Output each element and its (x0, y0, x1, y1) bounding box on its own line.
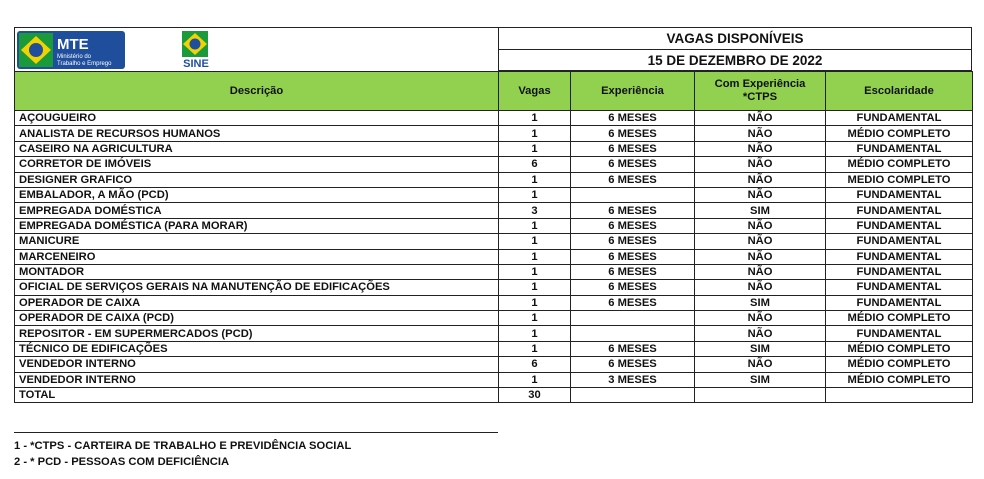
cell-ctps: NÃO (695, 264, 826, 279)
cell-descricao: AÇOUGUEIRO (15, 111, 499, 126)
table-row (15, 372, 973, 387)
cell-descricao: OPERADOR DE CAIXA (PCD) (15, 311, 499, 326)
cell-ctps: NÃO (695, 187, 826, 202)
footnote-pcd: 2 - * PCD - PESSOAS COM DEFICIÊNCIA (14, 456, 230, 468)
cell-descricao: REPOSITOR - EM SUPERMERCADOS (PCD) (15, 326, 499, 341)
vacancies-table (14, 71, 973, 403)
table-row (15, 326, 973, 341)
table-row (15, 341, 973, 356)
cell-experiencia: 6 MESES (571, 203, 695, 218)
cell-ctps: NÃO (695, 126, 826, 141)
cell-escolaridade: FUNDAMENTAL (826, 111, 973, 126)
table-row (15, 357, 973, 372)
cell-escolaridade: MÉDIO COMPLETO (826, 126, 973, 141)
cell-ctps: NÃO (695, 311, 826, 326)
cell-experiencia: 6 MESES (571, 111, 695, 126)
cell-escolaridade: FUNDAMENTAL (826, 264, 973, 279)
cell-vagas: 1 (499, 111, 571, 126)
total-row (15, 388, 973, 403)
cell-experiencia: 6 MESES (571, 172, 695, 187)
cell-experiencia: 3 MESES (571, 372, 695, 387)
title-box (498, 27, 972, 71)
cell-descricao: MANICURE (15, 234, 499, 249)
table-row (15, 172, 973, 187)
cell-descricao: EMPREGADA DOMÉSTICA (15, 203, 499, 218)
cell-descricao: CASEIRO NA AGRICULTURA (15, 141, 499, 156)
document-header (14, 27, 972, 71)
cell-experiencia (571, 187, 695, 202)
cell-experiencia (571, 388, 695, 403)
cell-ctps: SIM (695, 295, 826, 310)
table-row (15, 111, 973, 126)
table-row (15, 234, 973, 249)
cell-escolaridade: FUNDAMENTAL (826, 218, 973, 233)
mte-logo-sub1: Ministério do (57, 54, 92, 60)
cell-experiencia: 6 MESES (571, 249, 695, 264)
cell-descricao: MARCENEIRO (15, 249, 499, 264)
cell-ctps: NÃO (695, 157, 826, 172)
col-header-descricao: Descrição (15, 72, 499, 111)
cell-ctps: NÃO (695, 141, 826, 156)
col-header-vagas: Vagas (499, 72, 571, 111)
cell-vagas: 1 (499, 141, 571, 156)
cell-experiencia (571, 326, 695, 341)
cell-experiencia: 6 MESES (571, 157, 695, 172)
cell-experiencia: 6 MESES (571, 264, 695, 279)
notes-divider (14, 432, 498, 433)
table-row (15, 187, 973, 202)
cell-escolaridade: MEDIO COMPLETO (826, 172, 973, 187)
cell-ctps: NÃO (695, 218, 826, 233)
cell-ctps: NÃO (695, 326, 826, 341)
cell-ctps: SIM (695, 203, 826, 218)
cell-escolaridade: FUNDAMENTAL (826, 203, 973, 218)
cell-experiencia: 6 MESES (571, 357, 695, 372)
mte-logo-text: MTE (57, 36, 89, 53)
cell-vagas: 1 (499, 326, 571, 341)
cell-descricao: CORRETOR DE IMÓVEIS (15, 157, 499, 172)
cell-vagas: 1 (499, 187, 571, 202)
cell-escolaridade: FUNDAMENTAL (826, 187, 973, 202)
table-row (15, 280, 973, 295)
cell-experiencia: 6 MESES (571, 295, 695, 310)
col-header-escolaridade: Escolaridade (826, 72, 973, 111)
mte-logo-sub2: Trabalho e Emprego (57, 61, 112, 67)
cell-vagas: 1 (499, 234, 571, 249)
cell-ctps: NÃO (695, 172, 826, 187)
cell-escolaridade: FUNDAMENTAL (826, 141, 973, 156)
cell-ctps: NÃO (695, 234, 826, 249)
cell-descricao: MONTADOR (15, 264, 499, 279)
table-row (15, 203, 973, 218)
document-sheet (14, 27, 972, 403)
cell-escolaridade: MÉDIO COMPLETO (826, 357, 973, 372)
cell-ctps: NÃO (695, 249, 826, 264)
cell-ctps: SIM (695, 372, 826, 387)
col-header-experiencia: Experiência (571, 72, 695, 111)
table-row (15, 264, 973, 279)
cell-experiencia: 6 MESES (571, 141, 695, 156)
cell-ctps: NÃO (695, 111, 826, 126)
table-row (15, 157, 973, 172)
table-row (15, 126, 973, 141)
cell-escolaridade: MÉDIO COMPLETO (826, 341, 973, 356)
page-title: VAGAS DISPONÍVEIS (666, 31, 804, 46)
cell-experiencia (571, 311, 695, 326)
table-row (15, 295, 973, 310)
cell-vagas: 6 (499, 157, 571, 172)
cell-vagas: 1 (499, 341, 571, 356)
cell-descricao: OFICIAL DE SERVIÇOS GERAIS NA MANUTENÇÃO DE EDIFICAÇÕES (15, 280, 499, 295)
logo-area (14, 27, 498, 71)
cell-escolaridade: FUNDAMENTAL (826, 249, 973, 264)
cell-escolaridade: MÉDIO COMPLETO (826, 372, 973, 387)
cell-vagas: 1 (499, 218, 571, 233)
cell-vagas: 6 (499, 357, 571, 372)
cell-vagas: 1 (499, 172, 571, 187)
cell-experiencia: 6 MESES (571, 218, 695, 233)
cell-experiencia: 6 MESES (571, 280, 695, 295)
cell-ctps (695, 388, 826, 403)
cell-descricao: EMPREGADA DOMÉSTICA (PARA MORAR) (15, 218, 499, 233)
sine-logo-text: SINE (183, 58, 209, 70)
cell-experiencia: 6 MESES (571, 126, 695, 141)
cell-vagas: 1 (499, 264, 571, 279)
cell-escolaridade: FUNDAMENTAL (826, 295, 973, 310)
cell-ctps: NÃO (695, 280, 826, 295)
cell-vagas: 3 (499, 203, 571, 218)
cell-escolaridade: FUNDAMENTAL (826, 326, 973, 341)
cell-vagas: 1 (499, 249, 571, 264)
cell-descricao: DESIGNER GRAFICO (15, 172, 499, 187)
cell-escolaridade: MÉDIO COMPLETO (826, 157, 973, 172)
cell-descricao: EMBALADOR, A MÃO (PCD) (15, 187, 499, 202)
cell-descricao: VENDEDOR INTERNO (15, 372, 499, 387)
cell-descricao: ANALISTA DE RECURSOS HUMANOS (15, 126, 499, 141)
total-vagas: 30 (499, 388, 571, 403)
cell-experiencia: 6 MESES (571, 341, 695, 356)
cell-vagas: 1 (499, 372, 571, 387)
table-header-row (15, 72, 973, 111)
cell-ctps: NÃO (695, 357, 826, 372)
cell-vagas: 1 (499, 295, 571, 310)
cell-escolaridade (826, 388, 973, 403)
table-row (15, 218, 973, 233)
cell-escolaridade: MÉDIO COMPLETO (826, 311, 973, 326)
page-date: 15 DE DEZEMBRO DE 2022 (499, 49, 971, 71)
cell-descricao: TÉCNICO DE EDIFICAÇÕES (15, 341, 499, 356)
table-row (15, 311, 973, 326)
cell-descricao: VENDEDOR INTERNO (15, 357, 499, 372)
cell-ctps: SIM (695, 341, 826, 356)
cell-vagas: 1 (499, 311, 571, 326)
table-row (15, 249, 973, 264)
mte-logo (17, 31, 125, 69)
cell-vagas: 1 (499, 280, 571, 295)
table-row (15, 141, 973, 156)
sine-logo (173, 30, 219, 70)
cell-descricao: OPERADOR DE CAIXA (15, 295, 499, 310)
total-label: TOTAL (15, 388, 499, 403)
cell-experiencia: 6 MESES (571, 234, 695, 249)
col-header-com-experiencia: Com Experiência *CTPS (695, 72, 826, 111)
cell-escolaridade: FUNDAMENTAL (826, 280, 973, 295)
footnotes (14, 438, 351, 470)
footnote-ctps: 1 - *CTPS - CARTEIRA DE TRABALHO E PREVIDÊNCIA SOCIAL (14, 440, 352, 452)
cell-vagas: 1 (499, 126, 571, 141)
cell-escolaridade: FUNDAMENTAL (826, 234, 973, 249)
